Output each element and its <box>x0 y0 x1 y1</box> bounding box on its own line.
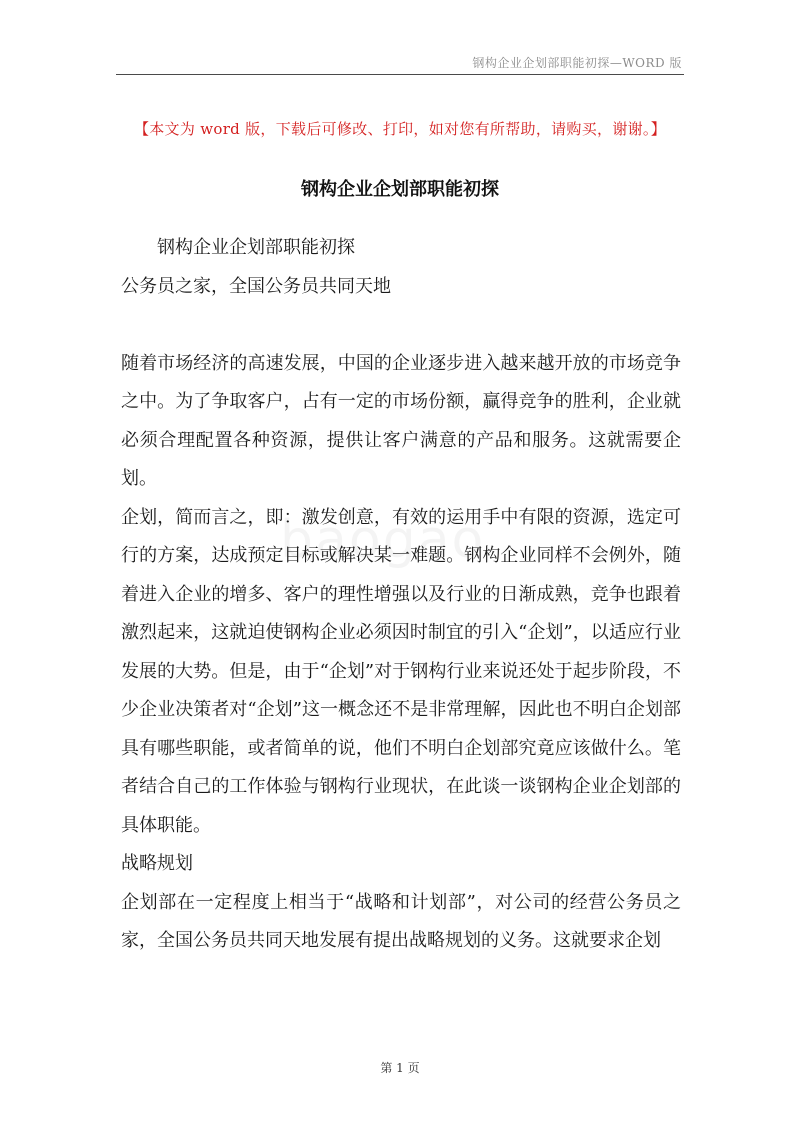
document-title: 钢构企业企划部职能初探 <box>301 179 499 200</box>
blank-line <box>121 306 681 345</box>
body-subtitle: 钢构企业企划部职能初探 <box>157 237 355 258</box>
section-heading: 战略规划 <box>121 853 193 874</box>
download-notice: 【本文为 word 版，下载后可修改、打印，如对您有所帮助，请购买，谢谢。】 <box>133 120 667 138</box>
running-header: 钢构企业企划部职能初探—WORD 版 <box>472 56 682 70</box>
document-body <box>121 229 681 961</box>
body-source-line: 公务员之家，全国公务员共同天地 <box>121 275 391 297</box>
page-number: 第 1 页 <box>380 1061 420 1075</box>
header-rule <box>116 74 684 75</box>
paragraph-1: 随着市场经济的高速发展，中国的企业逐步进入越来越开放的市场竞争之中。为了争取客户，占有一定的市场份额，赢得竞争的胜利，企业就必须合理配置各种资源，提供让客户满意的产品和服务。这就需要企划。 <box>121 352 681 489</box>
paragraph-3: 企划部在一定程度上相当于“战略和计划部”，对公司的经营公务员之家，全国公务员共同天地发展有提出战略规划的义务。这就要求企划 <box>121 891 681 951</box>
paragraph-2: 企划，简而言之，即：激发创意，有效的运用手中有限的资源，选定可行的方案，达成预定目标或解决某一难题。钢构企业同样不会例外，随着进入企业的增多、客户的理性增强以及行业的日渐成熟，竞争也跟着激烈起来，这就迫使钢构企业必须因时制宜的引入“企划”，以适应行业发展的大势。但是，由于“企划”对于钢构行业来说还处于起步阶段，不少企业决策者对“企划”这一概念还不是非常理解，因此也不明白企划部具有哪些职能，或者简单的说，他们不明白企划部究竟应该做什么。笔者结合自己的工作体验与钢构行业现状，在此谈一谈钢构企业企划部的具体职能。 <box>121 506 681 836</box>
